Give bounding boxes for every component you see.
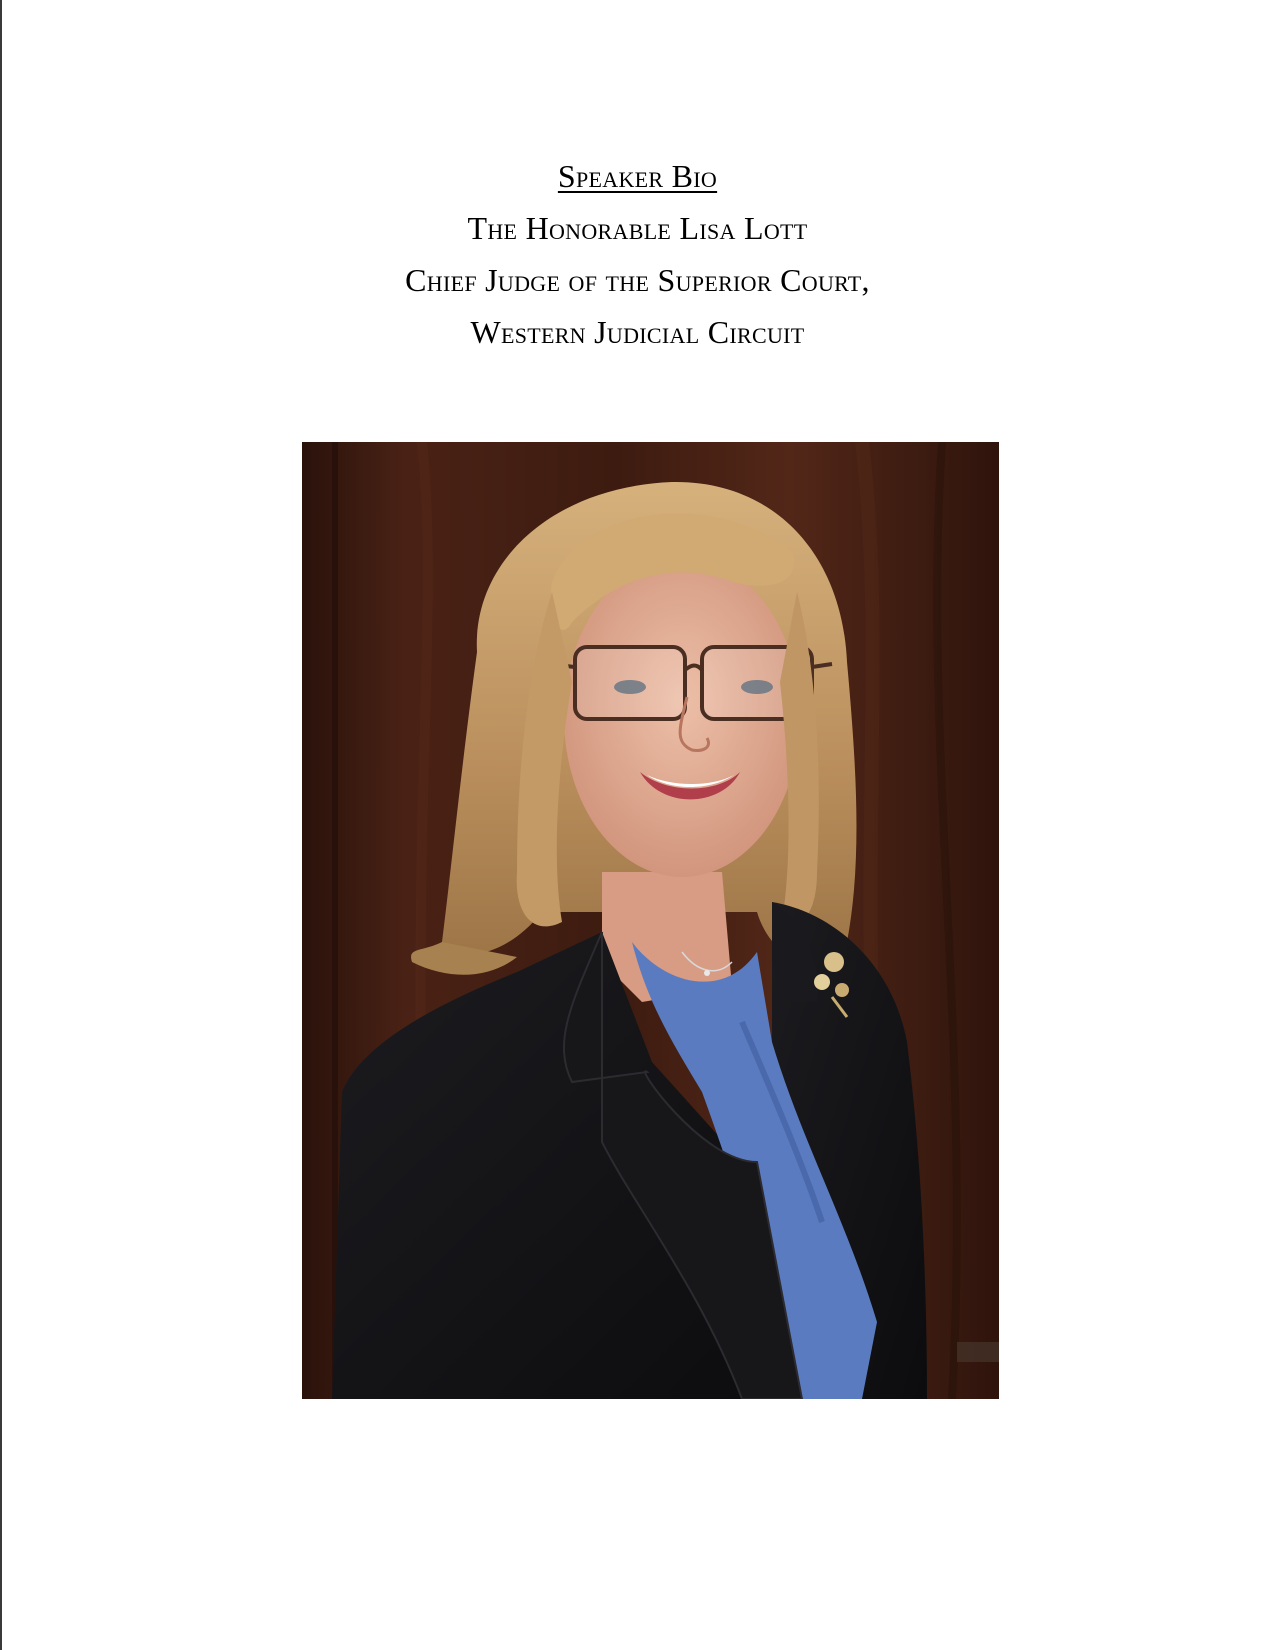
section-heading: Speaker Bio — [557, 158, 718, 194]
bio-header — [0, 150, 1275, 358]
speaker-portrait-photo — [302, 442, 999, 1399]
speaker-title-line-2: Western Judicial Circuit — [470, 314, 805, 350]
portrait-illustration — [302, 442, 999, 1399]
speaker-name: The Honorable Lisa Lott — [467, 210, 808, 246]
speaker-title-line-1: Chief Judge of the Superior Court, — [405, 262, 870, 298]
